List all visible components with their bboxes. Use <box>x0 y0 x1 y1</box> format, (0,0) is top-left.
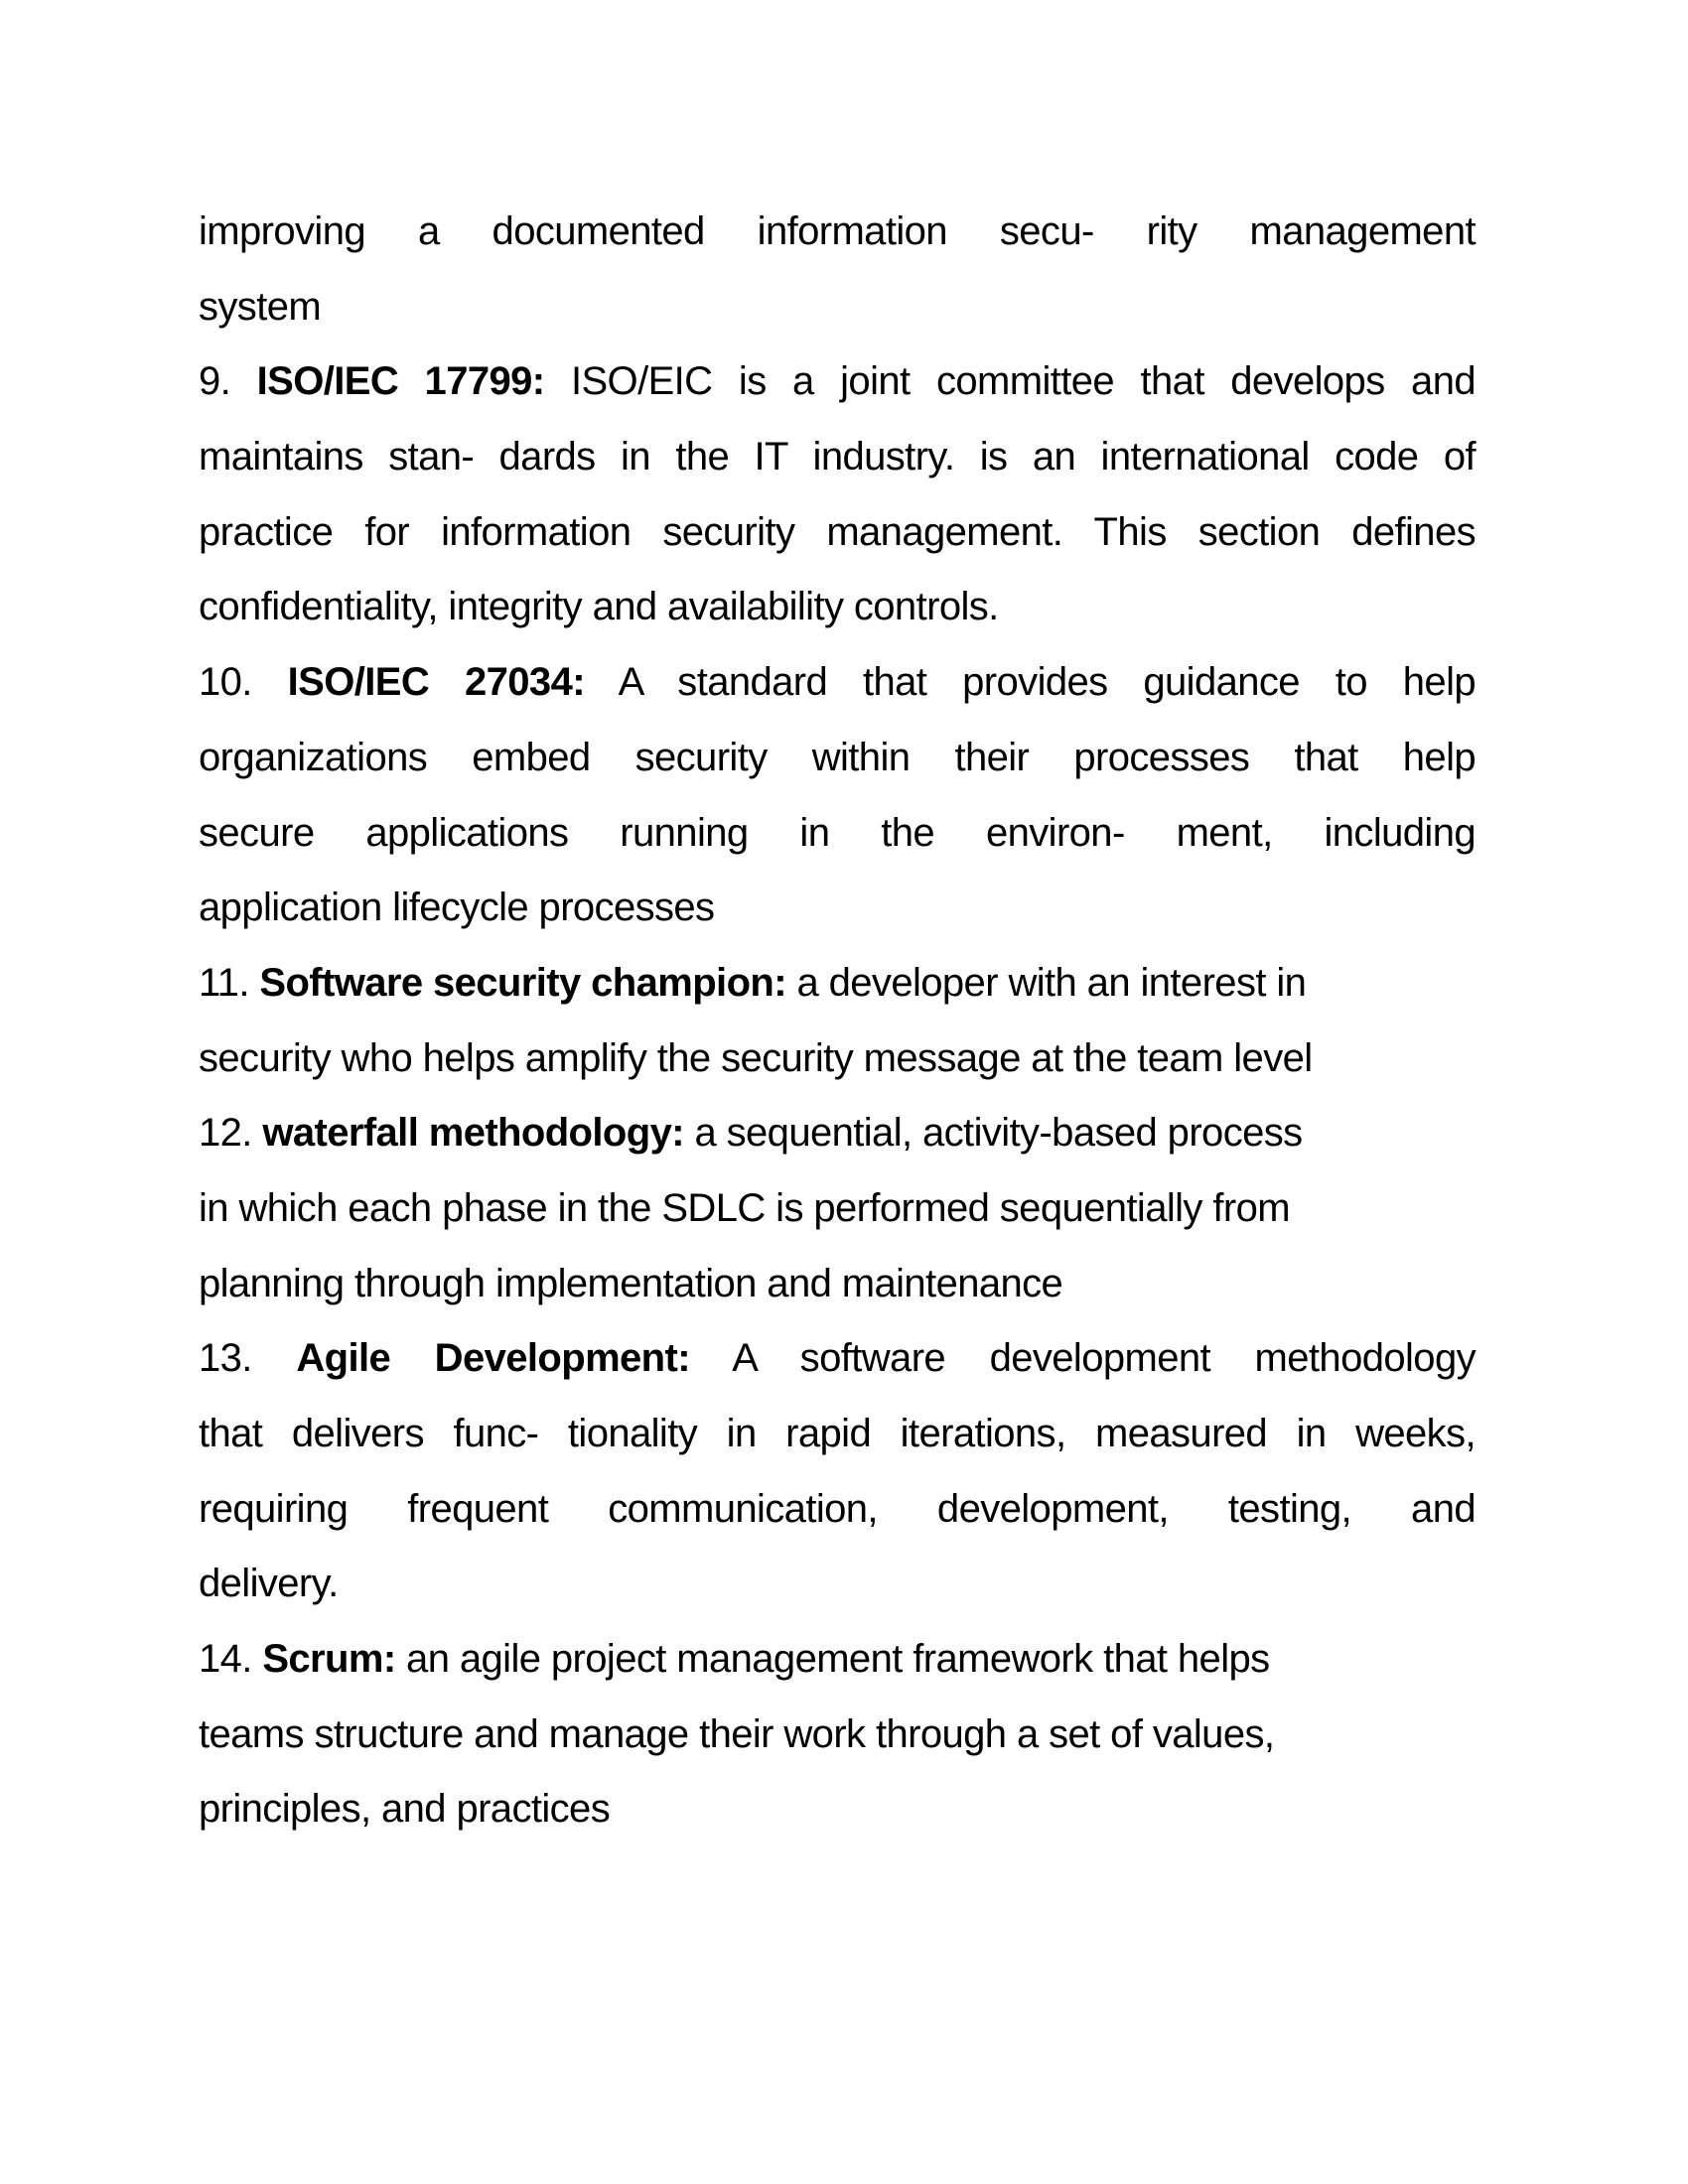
glossary-term: Scrum: <box>262 1637 396 1682</box>
line-text: principles, and practices <box>199 1787 611 1832</box>
text-line <box>199 1547 1476 1622</box>
line-text: A software development methodology <box>689 1336 1476 1381</box>
glossary-term: ISO/IEC 17799: <box>256 359 545 404</box>
text-line <box>199 1171 1476 1247</box>
text-line <box>199 420 1476 495</box>
glossary-entry-line <box>199 344 1476 420</box>
text-line <box>199 1472 1476 1548</box>
line-text: that delivers func- tionality in rapid iterations, measured in weeks, <box>199 1412 1476 1455</box>
glossary-term: ISO/IEC 27034: <box>287 660 585 705</box>
line-text: an agile project management framework that helps <box>395 1637 1270 1682</box>
glossary-entry-line <box>199 1321 1476 1397</box>
glossary-entry-line <box>199 1096 1476 1171</box>
line-text: ISO/EIC is a joint committee that develops and <box>544 359 1476 404</box>
line-text: requiring frequent communication, development, testing, and <box>199 1486 1476 1531</box>
text-line <box>199 270 1476 345</box>
line-text: confidentiality, integrity and availability controls. <box>199 585 999 629</box>
document-page <box>199 195 1476 1847</box>
text-line <box>199 796 1476 872</box>
glossary-entry-line <box>199 1622 1476 1698</box>
entry-number: 12. <box>199 1111 263 1156</box>
glossary-entry-line <box>199 645 1476 721</box>
line-text: in which each phase in the SDLC is performed sequentially from <box>199 1185 1290 1230</box>
text-line <box>199 1698 1476 1773</box>
line-text: secure applications running in the environ- ment, including <box>199 810 1476 855</box>
glossary-term: Agile Development: <box>296 1336 690 1381</box>
line-text: security who helps amplify the security message at the team level <box>199 1035 1313 1080</box>
line-text: planning through implementation and maintenance <box>199 1261 1063 1305</box>
line-text: delivery. <box>199 1562 339 1606</box>
entry-number: 11. <box>199 960 260 1005</box>
line-text: maintains stan- dards in the IT industry. is an international code of <box>199 435 1476 479</box>
entry-number: 10. <box>199 660 288 705</box>
text-line <box>199 1022 1476 1097</box>
text-line <box>199 570 1476 645</box>
line-text: system <box>199 284 322 329</box>
entry-number: 13. <box>199 1336 297 1381</box>
text-line <box>199 195 1476 270</box>
line-text: application lifecycle processes <box>199 886 715 930</box>
line-text: a sequential, activity-based process <box>683 1111 1303 1156</box>
text-line <box>199 1772 1476 1847</box>
line-text: A standard that provides guidance to help <box>584 660 1477 705</box>
text-line <box>199 1397 1476 1472</box>
text-line <box>199 1247 1476 1322</box>
line-text: improving a documented information secu- rity management <box>199 209 1476 253</box>
line-text: a developer with an interest in <box>785 960 1307 1005</box>
line-text: organizations embed security within their processes that help <box>199 735 1476 779</box>
line-text: teams structure and manage their work through a set of values, <box>199 1711 1275 1756</box>
glossary-term: waterfall methodology: <box>262 1111 684 1156</box>
text-line <box>199 871 1476 946</box>
glossary-term: Software security champion: <box>259 960 786 1005</box>
text-line <box>199 721 1476 796</box>
glossary-entry-line <box>199 946 1476 1022</box>
text-line <box>199 495 1476 571</box>
entry-number: 14. <box>199 1637 263 1682</box>
line-text: practice for information security management. This section defines <box>199 509 1476 554</box>
entry-number: 9. <box>199 359 257 404</box>
